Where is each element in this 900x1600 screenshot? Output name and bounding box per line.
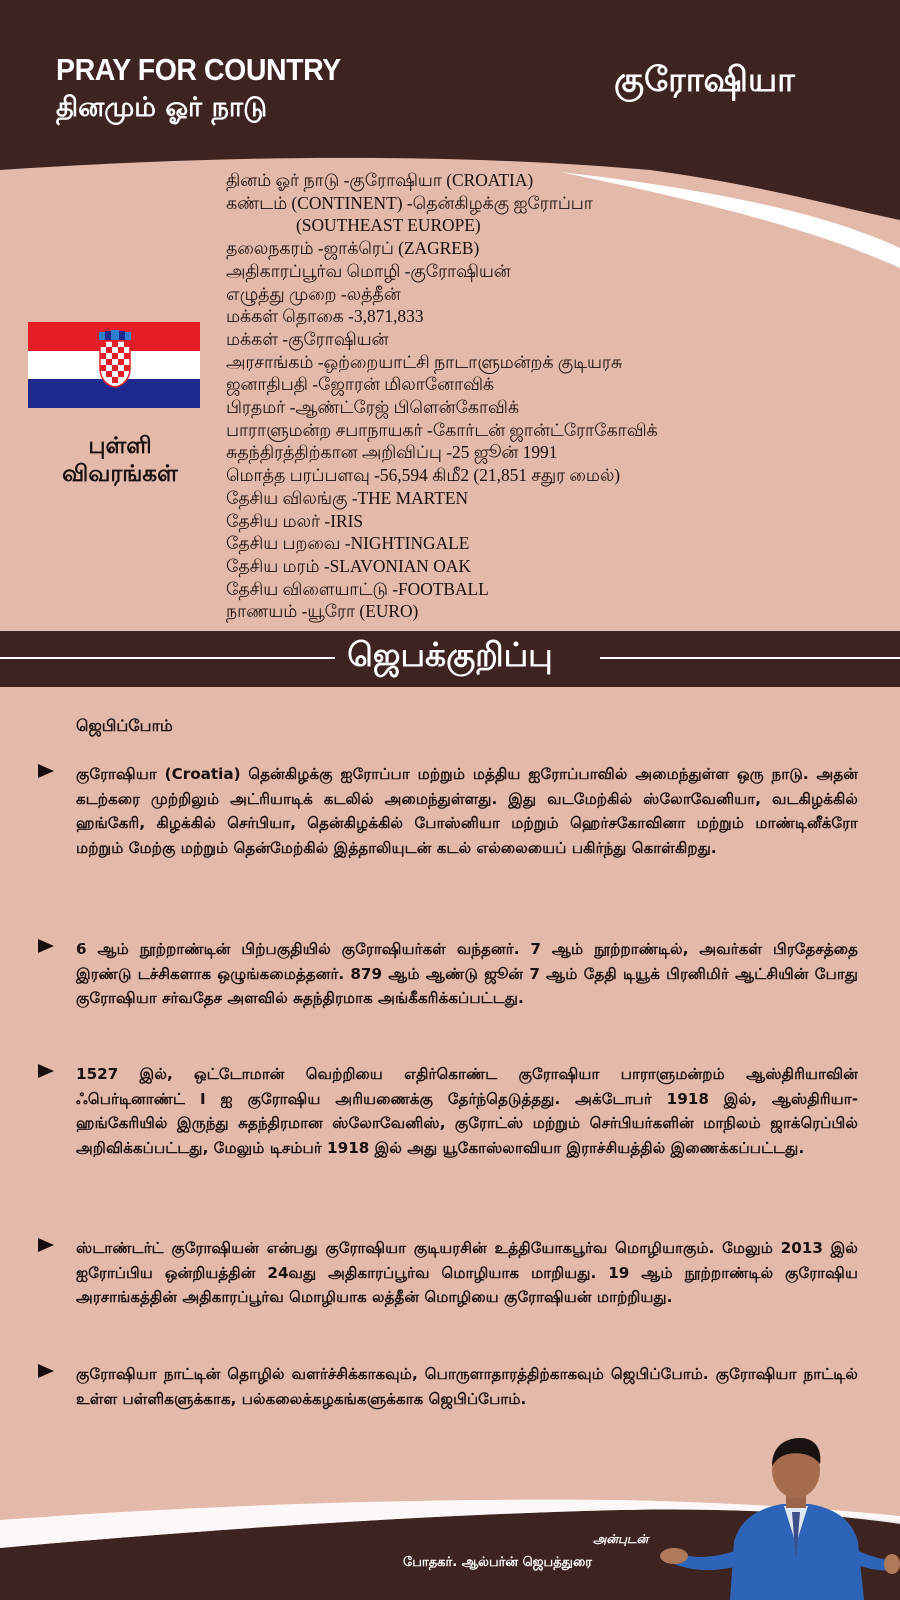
croatia-flag-icon [28,322,200,408]
pastor-name: போதகர். ஆல்பர்ன் ஜெபத்துரை [403,1555,592,1570]
prayer-point [38,1062,858,1160]
signoff: அன்புடன் [593,1532,649,1546]
header-title-en: PRAY FOR COUNTRY [56,52,341,87]
fact-row: அதிகாரப்பூர்வ மொழி -குரோஷியன் [226,260,511,281]
fact-row: நாணயம் -யூரோ (EURO) [226,601,419,622]
triangle-bullet-icon [38,1238,54,1252]
fact-row: தேசிய விளையாட்டு -FOOTBALL [226,578,489,599]
prayer-point-text: ஸ்டாண்டர்ட் குரோஷியன் என்பது குரோஷியா குடியரசின் உத்தியோகபூர்வ மொழியாகும். மேலும் 2013 இல் ஐரோப்பிய ஒன்றியத்தின் 24வது அதிகாரப்பூர்வ மொழியாக மாறியது. 19 ஆம் நூற்றாண்டில் குரோஷிய அரசாங்கத்தின் அதிகாரப்பூர்வ மொழியாக லத்தீன் மொழியை குரோஷியன் மாற்றியது. [76,1239,858,1307]
fact-row: தேசிய மரம் -SLAVONIAN OAK [226,555,471,576]
prayer-point-text: 1527 இல், ஒட்டோமான் வெற்றியை எதிர்கொண்ட குரோஷியா பாராளுமன்றம் ஆஸ்திரியாவின் ஃபெர்டினாண்ட் I ஐ குரோஷிய அரியணைக்கு தேர்ந்தெடுத்தது. அக்டோபர் 1918 இல், ஆஸ்திரியா-ஹங்கேரியில் இருந்து சுதந்திரமான ஸ்லோவேனிஸ், குரோட்ஸ் மற்றும் செர்பியர்களின் மாநிலம் ஜாக்ரெப்பில் அறிவிக்கப்பட்டது, மேலும் டிசம்பர் 1918 இல் அது யூகோஸ்லாவியா இராச்சியத்தில் இணைக்கப்பட்டது. [76,1065,858,1157]
fact-row: மக்கள் தொகை -3,871,833 [226,306,424,327]
facts-list [226,169,886,623]
fact-row: தினம் ஓர் நாடு -குரோஷியா (CROATIA) [226,170,534,190]
prayer-point [38,1362,858,1411]
fact-row: மக்கள் -குரோஷியன் [226,328,389,349]
fact-row: ஜனாதிபதி -ஜோரன் மிலானோவிக் [226,374,495,395]
fact-row: தேசிய மலர் -IRIS [226,510,364,531]
prayer-point [38,937,858,1011]
fact-row: எழுத்து முறை -லத்தீன் [226,283,401,304]
prayer-point [38,1236,858,1310]
prayer-point-text: குரோஷியா நாட்டின் தொழில் வளர்ச்சிக்காகவும், பொருளாதாரத்திற்காகவும் ஜெபிப்போம். குரோஷியா நாட்டில் உள்ள பள்ளிகளுக்காக, பல்கலைக்கழகங்களுக்காக ஜெபிப்போம். [76,1365,858,1408]
prayer-lead: ஜெபிப்போம் [76,716,173,735]
prayer-point-text: குரோஷியா (Croatia) தென்கிழக்கு ஐரோப்பா மற்றும் மத்திய ஐரோப்பாவில் அமைந்துள்ள ஒரு நாடு. அதன் கடற்கரை முற்றிலும் அட்ரியாடிக் கடலில் அமைந்துள்ளது. இது வடமேற்கில் ஸ்லோவேனியா, வடகிழக்கில் ஹங்கேரி, கிழக்கில் செர்பியா, தென்கிழக்கில் போஸ்னியா மற்றும் ஹெர்சகோவினா மற்றும் மாண்டினீக்ரோ மற்றும் மேற்கு மற்றும் தென்மேற்கில் இத்தாலியுடன் கடல் எல்லையைப் பகிர்ந்து கொள்கிறது. [76,765,858,857]
croatia-coat-of-arms-icon [98,330,132,388]
prayer-heading-band [0,631,900,687]
triangle-bullet-icon [38,939,54,953]
fact-row: தலைநகரம் -ஜாக்ரெப் (ZAGREB) [226,238,480,259]
prayer-point-text: 6 ஆம் நூற்றாண்டின் பிற்பகுதியில் குரோஷியர்கள் வந்தனர். 7 ஆம் நூற்றாண்டில், அவர்கள் பிரதேசத்தை இரண்டு டச்சிகளாக ஒழுங்கமைத்தனர். 879 ஆம் ஆண்டு ஜூன் 7 ஆம் தேதி டியூக் பிரனிமிர் ஆட்சியின் போது குரோஷியா சர்வதேச அளவில் சுதந்திரமாக அங்கீகரிக்கப்பட்டது. [76,940,858,1008]
triangle-bullet-icon [38,1064,54,1078]
side-label [30,432,210,488]
fact-row: கண்டம் (CONTINENT) -தென்கிழக்கு ஐரோப்பா [226,192,593,213]
side-label-line2: விவரங்கள் [62,461,178,487]
fact-row: தேசிய பறவை -NIGHTINGALE [226,533,470,554]
triangle-bullet-icon [38,764,54,778]
fact-row: பாராளுமன்ற சபாநாயகர் -கோர்டன் ஜான்ட்ரோகோவிக் [226,419,658,440]
pastor-portrait [660,1432,900,1600]
fact-row: மொத்த பரப்பளவு -56,594 கிமீ2 (21,851 சதுர மைல்) [226,465,621,486]
triangle-bullet-icon [38,1364,54,1378]
prayer-heading: ஜெபக்குறிப்பு [347,635,553,674]
header-title-ta: தினமும் ஓர் நாடு [56,92,268,123]
fact-row: தேசிய விலங்கு -THE MARTEN [226,487,469,508]
fact-row: பிரதமர் -ஆண்ட்ரேஜ் பிளென்கோவிக் [226,397,519,418]
side-label-line1: புள்ளி [88,433,152,459]
country-name: குரோஷியா [614,60,795,100]
prayer-point [38,762,858,860]
fact-row: அரசாங்கம் -ஒற்றையாட்சி நாடாளுமன்றக் குடியரசு [226,351,623,372]
fact-row: சுதந்திரத்திற்கான அறிவிப்பு -25 ஜூன் 1991 [226,442,558,463]
fact-row: (SOUTHEAST EUROPE) [296,215,481,236]
